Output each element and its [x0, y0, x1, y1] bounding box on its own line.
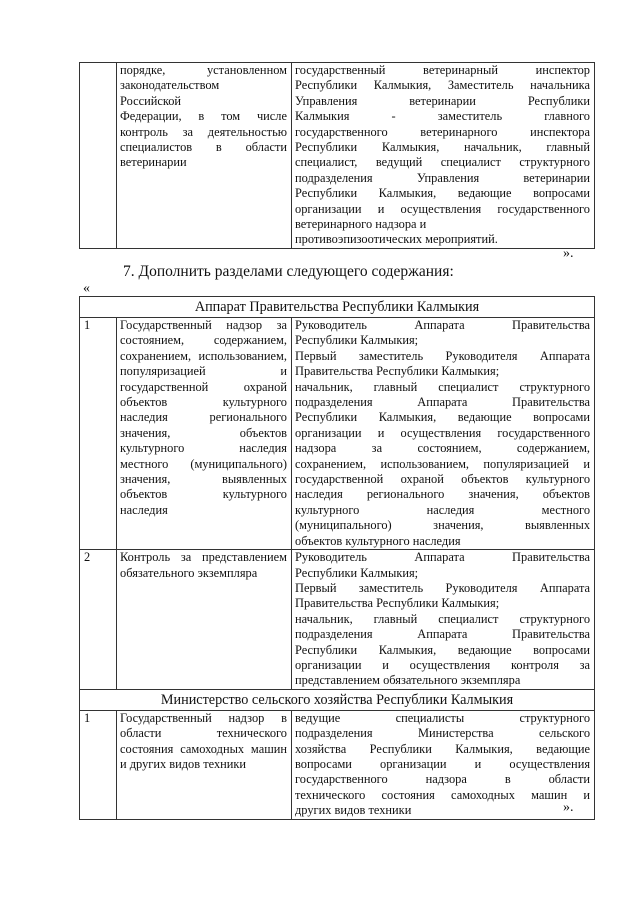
opening-quote: « — [83, 281, 90, 296]
table-row — [80, 318, 595, 550]
authorized-officials: Руководитель Аппарата Правительства Республики Калмыкия; Первый заместитель Руководителя Аппарата Правительства Республики Калмыкия; начальник, главный специалист структурного подразделения Аппарата Правительства Республики Калмыкия, ведающие вопросами организации и осуществления государственного надзора за состоянием, содержанием, сохранением, использованием, популяризацией и государственной охраной объектов культурного наследия регионального значения, объектов культурного наследия местного (муниципального) значения, выявленных объектов культурного наследия — [292, 318, 595, 550]
section-title: Аппарат Правительства Республики Калмыкия — [80, 297, 595, 318]
table-row — [80, 710, 595, 819]
authorized-officials: Руководитель Аппарата Правительства Республики Калмыкия; Первый заместитель Руководителя Аппарата Правительства Республики Калмыкия; начальник, главный специалист структурного подразделения Аппарата Правительства Республики Калмыкия, ведающие вопросами организации и осуществления контроля за представлением обязательного экземпляра — [292, 550, 595, 690]
section-header — [80, 689, 595, 710]
continued-table — [79, 62, 595, 249]
row-number: 1 — [80, 710, 117, 819]
authorized-officials: государственный ветеринарный инспектор Республики Калмыкия, Заместитель начальника Управления ветеринарии Республики Калмыкия - заместитель главного государственного ветеринарного инспектора Республики Калмыкия, начальник, главный специалист, ведущий специалист структурного подразделения Управления ветеринарии Республики Калмыкия, ведающие вопросами организации и осуществления государственного ветеринарного надзора и противоэпизоотических мероприятий. — [292, 63, 595, 249]
closing-quote: ». — [563, 800, 574, 815]
sections-table — [79, 296, 595, 820]
control-subject: Контроль за представлением обязательного экземпляра — [117, 550, 292, 690]
row-number — [80, 63, 117, 249]
item-heading: 7. Дополнить разделами следующего содержания: — [123, 263, 454, 280]
row-number: 1 — [80, 318, 117, 550]
authorized-officials: ведущие специалисты структурного подразделения Министерства сельского хозяйства Республики Калмыкия, ведающие вопросами организации и осуществления государственного надзора в области технического состояния самоходных машин и других видов техники — [292, 710, 595, 819]
control-subject: порядке, установленном законодательством Российской Федерации, в том числе контроль за деятельностью специалистов в области ветеринарии — [117, 63, 292, 249]
section-title: Министерство сельского хозяйства Республики Калмыкия — [80, 689, 595, 710]
control-subject: Государственный надзор за состоянием, содержанием, сохранением, использованием, популяризацией и государственной охраной объектов культурного наследия регионального значения, объектов культурного наследия местного (муниципального) значения, выявленных объектов культурного наследия — [117, 318, 292, 550]
row-number: 2 — [80, 550, 117, 690]
table-row — [80, 550, 595, 690]
table-row — [80, 63, 595, 249]
closing-quote: ». — [563, 246, 574, 261]
control-subject: Государственный надзор в области технического состояния самоходных машин и других видов техники — [117, 710, 292, 819]
section-header — [80, 297, 595, 318]
